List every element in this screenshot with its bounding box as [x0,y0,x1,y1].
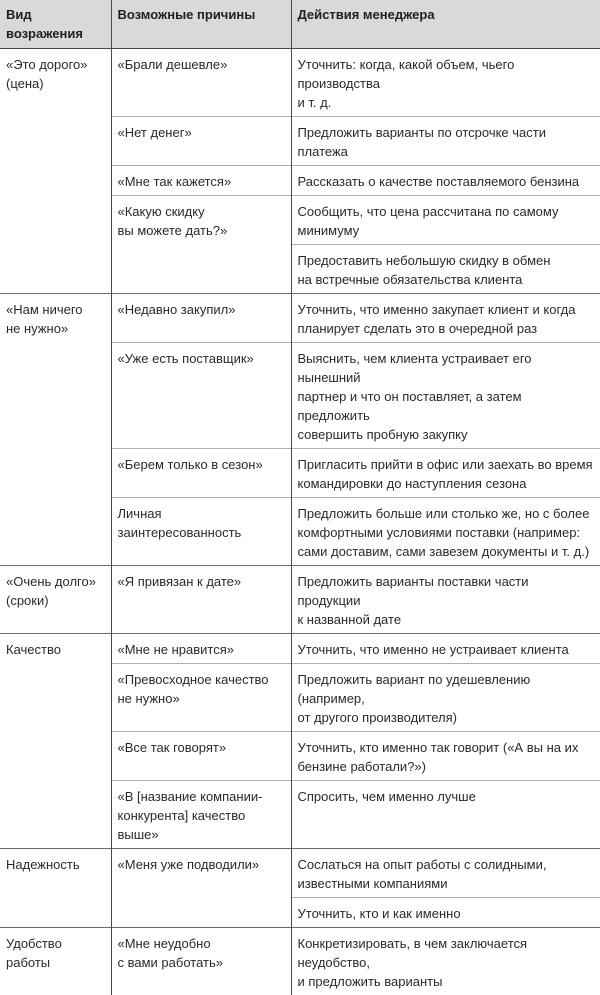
reason-text: «Все так говорят» [118,738,285,757]
reason-text: «Какую скидку вы можете дать?» [118,202,285,240]
objection-type-cell [0,928,111,995]
table-row [0,49,600,117]
action-cell [291,117,600,166]
action-text: Рассказать о качестве поставляемого бензина [298,172,595,191]
action-cell [291,928,600,995]
reason-cell [111,449,291,498]
table-row [0,294,600,343]
action-cell [291,49,600,117]
objection-type-cell [0,294,111,566]
header-possible-reasons: Возможные причины [111,0,291,49]
action-text: Уточнить, кто именно так говорит («А вы на их бензине работали?») [298,738,595,776]
table-row [0,928,600,995]
reason-text: «Я привязан к дате» [118,572,285,591]
reason-cell [111,781,291,849]
reason-cell [111,196,291,294]
action-cell [291,664,600,732]
reason-text: «Мне не нравится» [118,640,285,659]
action-cell [291,449,600,498]
header-objection-type: Вид возражения [0,0,111,49]
action-text: Конкретизировать, в чем заключается неудобство, и предложить варианты [298,934,595,991]
header-row [0,0,600,49]
action-cell [291,166,600,196]
reason-text: «Превосходное качество не нужно» [118,670,285,708]
objection-type-text: Качество [6,640,105,659]
action-text: Предложить варианты поставки части продукции к названной дате [298,572,595,629]
action-cell [291,634,600,664]
action-cell [291,245,600,294]
action-cell [291,566,600,634]
reason-cell [111,117,291,166]
reason-cell [111,49,291,117]
action-cell [291,781,600,849]
objection-type-text: Надежность [6,855,105,874]
table-row [0,566,600,634]
action-text: Предложить больше или столько же, но с более комфортными условиями поставки (например: сами доставим, сами завезем документы и т. д.) [298,504,595,561]
objection-type-text: Удобство работы [6,934,105,972]
action-text: Уточнить, что именно закупает клиент и когда планирует сделать это в очередной раз [298,300,595,338]
objection-type-text: «Это дорого» (цена) [6,55,105,93]
reason-text: «Мне так кажется» [118,172,285,191]
reason-text: «Нет денег» [118,123,285,142]
reason-text: «В [название компании- конкурента] качество выше» [118,787,285,844]
action-cell [291,196,600,245]
reason-text: «Берем только в сезон» [118,455,285,474]
reason-text: «Уже есть поставщик» [118,349,285,368]
action-cell [291,732,600,781]
reason-text: «Мне неудобно с вами работать» [118,934,285,972]
objection-type-cell [0,634,111,849]
reason-cell [111,928,291,995]
action-cell [291,294,600,343]
objection-type-text: «Нам ничего не нужно» [6,300,105,338]
table-row [0,634,600,664]
table-header [0,0,600,49]
action-text: Предложить вариант по удешевлению (например, от другого производителя) [298,670,595,727]
reason-cell [111,849,291,928]
action-text: Уточнить, что именно не устраивает клиента [298,640,595,659]
reason-cell [111,343,291,449]
action-cell [291,898,600,928]
reason-cell [111,664,291,732]
action-text: Предложить варианты по отсрочке части платежа [298,123,595,161]
objection-type-cell [0,566,111,634]
table-row [0,849,600,898]
objection-type-cell [0,849,111,928]
table-body [0,49,600,995]
objection-type-text: «Очень долго» (сроки) [6,572,105,610]
reason-cell [111,294,291,343]
reason-text: «Брали дешевле» [118,55,285,74]
objection-type-cell [0,49,111,294]
action-text: Пригласить прийти в офис или заехать во время командировки до наступления сезона [298,455,595,493]
action-cell [291,498,600,566]
reason-cell [111,634,291,664]
reason-cell [111,498,291,566]
reason-cell [111,566,291,634]
action-text: Уточнить: когда, какой объем, чьего производства и т. д. [298,55,595,112]
action-cell [291,343,600,449]
action-text: Сослаться на опыт работы с солидными, известными компаниями [298,855,595,893]
header-manager-actions: Действия менеджера [291,0,600,49]
action-text: Выяснить, чем клиента устраивает его нынешний партнер и что он поставляет, а затем предложить совершить пробную закупку [298,349,595,444]
action-text: Спросить, чем именно лучше [298,787,595,806]
action-cell [291,849,600,898]
reason-text: Личная заинтересованность [118,504,285,542]
action-text: Сообщить, что цена рассчитана по самому минимуму [298,202,595,240]
reason-text: «Меня уже подводили» [118,855,285,874]
reason-cell [111,732,291,781]
reason-text: «Недавно закупил» [118,300,285,319]
action-text: Уточнить, кто и как именно [298,904,595,923]
reason-cell [111,166,291,196]
action-text: Предоставить небольшую скидку в обмен на встречные обязательства клиента [298,251,595,289]
